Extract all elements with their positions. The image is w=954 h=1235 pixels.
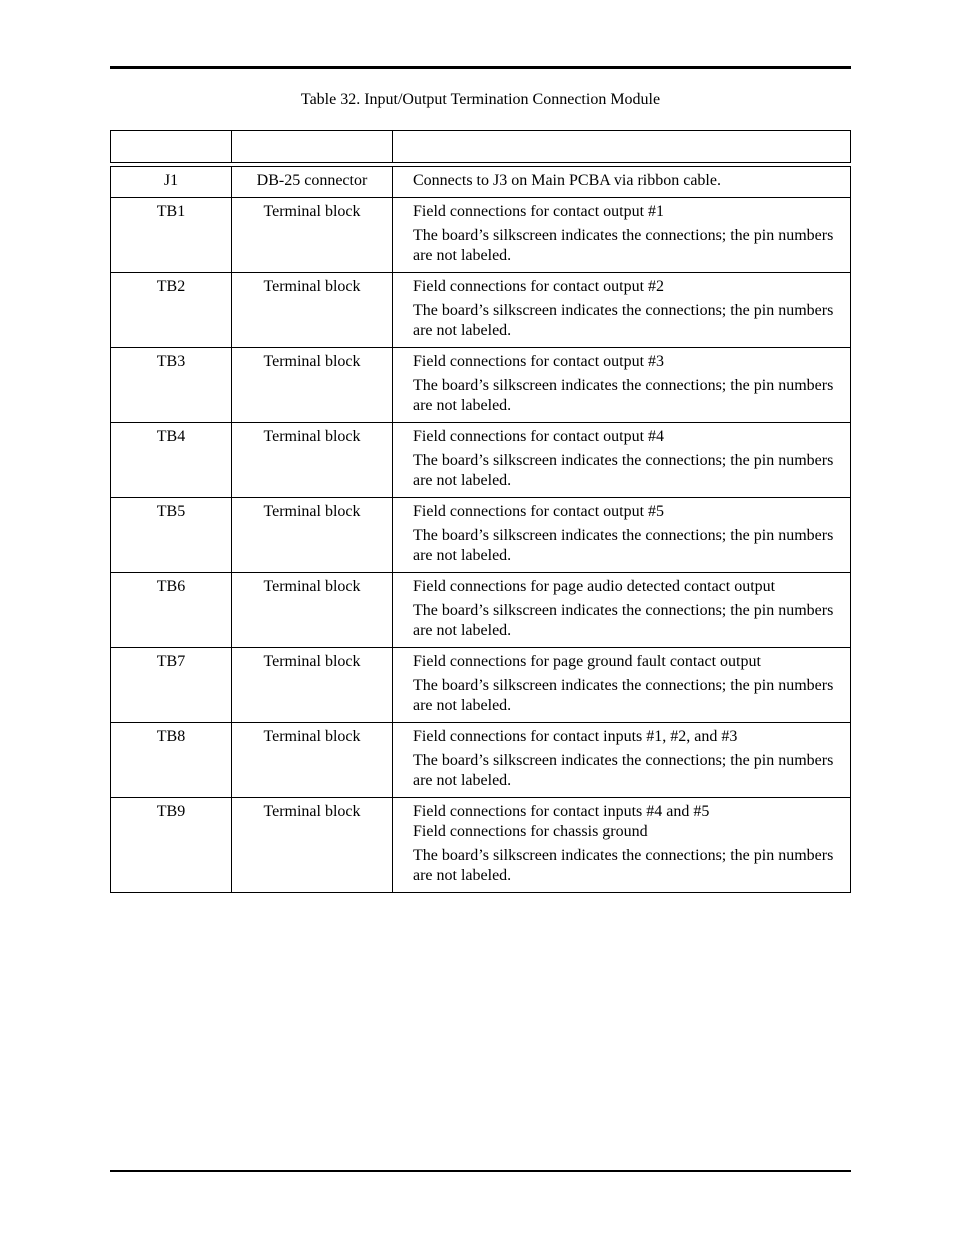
table-row <box>111 573 851 648</box>
header-cell <box>232 131 393 163</box>
termination-table <box>110 130 851 893</box>
connector-type-cell: Terminal block <box>232 798 393 893</box>
top-rule <box>110 66 851 69</box>
description-line: Field connections for contact output #1 <box>413 203 665 220</box>
connector-type-cell: DB-25 connector <box>232 167 393 198</box>
header-cell <box>111 131 232 163</box>
table-row <box>111 798 851 893</box>
connector-id-cell: TB8 <box>111 723 232 798</box>
description-cell <box>393 573 851 648</box>
connector-id-cell: TB6 <box>111 573 232 648</box>
description-cell <box>393 798 851 893</box>
description-cell <box>393 423 851 498</box>
silkscreen-note: The board’s silkscreen indicates the connections; the pin numbers are not labeled. <box>413 377 834 414</box>
connector-type-cell: Terminal block <box>232 348 393 423</box>
connector-id-cell: TB9 <box>111 798 232 893</box>
table-row <box>111 498 851 573</box>
silkscreen-note: The board’s silkscreen indicates the connections; the pin numbers are not labeled. <box>413 302 834 339</box>
connector-id-cell: J1 <box>111 167 232 198</box>
table-row <box>111 723 851 798</box>
silkscreen-note: The board’s silkscreen indicates the connections; the pin numbers are not labeled. <box>413 527 834 564</box>
description-line: Field connections for contact output #5 <box>413 503 665 520</box>
table-row <box>111 348 851 423</box>
silkscreen-note: The board’s silkscreen indicates the connections; the pin numbers are not labeled. <box>413 752 834 789</box>
connector-id-cell: TB4 <box>111 423 232 498</box>
description-line: Field connections for contact inputs #4 and #5 <box>413 803 710 820</box>
table-body <box>111 167 851 893</box>
description-line: Field connections for contact output #2 <box>413 278 665 295</box>
description-line: Field connections for contact inputs #1, #2, and #3 <box>413 728 738 745</box>
connector-type-cell: Terminal block <box>232 498 393 573</box>
description-cell <box>393 723 851 798</box>
silkscreen-note: The board’s silkscreen indicates the connections; the pin numbers are not labeled. <box>413 227 834 264</box>
table-header-row <box>111 131 851 163</box>
table-row <box>111 423 851 498</box>
connector-type-cell: Terminal block <box>232 423 393 498</box>
connector-type-cell: Terminal block <box>232 723 393 798</box>
silkscreen-note: The board’s silkscreen indicates the connections; the pin numbers are not labeled. <box>413 677 834 714</box>
silkscreen-note: The board’s silkscreen indicates the connections; the pin numbers are not labeled. <box>413 602 834 639</box>
description-line: Field connections for chassis ground <box>413 823 648 840</box>
description-cell <box>393 198 851 273</box>
bottom-rule <box>110 1170 851 1172</box>
connector-id-cell: TB5 <box>111 498 232 573</box>
description-cell <box>393 348 851 423</box>
description-cell <box>393 167 851 198</box>
connector-type-cell: Terminal block <box>232 273 393 348</box>
description-line: Field connections for contact output #4 <box>413 428 665 445</box>
description-cell <box>393 498 851 573</box>
connector-type-cell: Terminal block <box>232 198 393 273</box>
silkscreen-note: The board’s silkscreen indicates the connections; the pin numbers are not labeled. <box>413 452 834 489</box>
connector-id-cell: TB3 <box>111 348 232 423</box>
connector-id-cell: TB1 <box>111 198 232 273</box>
table-row <box>111 648 851 723</box>
table-row <box>111 273 851 348</box>
table-caption: Table 32. Input/Output Termination Connection Module <box>300 91 661 108</box>
description-cell <box>393 273 851 348</box>
connector-type-cell: Terminal block <box>232 648 393 723</box>
description-cell <box>393 648 851 723</box>
description-line: Field connections for page audio detected contact output <box>413 578 776 595</box>
description-line: Connects to J3 on Main PCBA via ribbon cable. <box>413 172 721 189</box>
description-line: Field connections for page ground fault contact output <box>413 653 761 670</box>
description-line: Field connections for contact output #3 <box>413 353 665 370</box>
table-row <box>111 167 851 198</box>
connector-type-cell: Terminal block <box>232 573 393 648</box>
connector-id-cell: TB7 <box>111 648 232 723</box>
silkscreen-note: The board’s silkscreen indicates the connections; the pin numbers are not labeled. <box>413 847 834 884</box>
table-row <box>111 198 851 273</box>
connector-id-cell: TB2 <box>111 273 232 348</box>
header-cell <box>393 131 851 163</box>
